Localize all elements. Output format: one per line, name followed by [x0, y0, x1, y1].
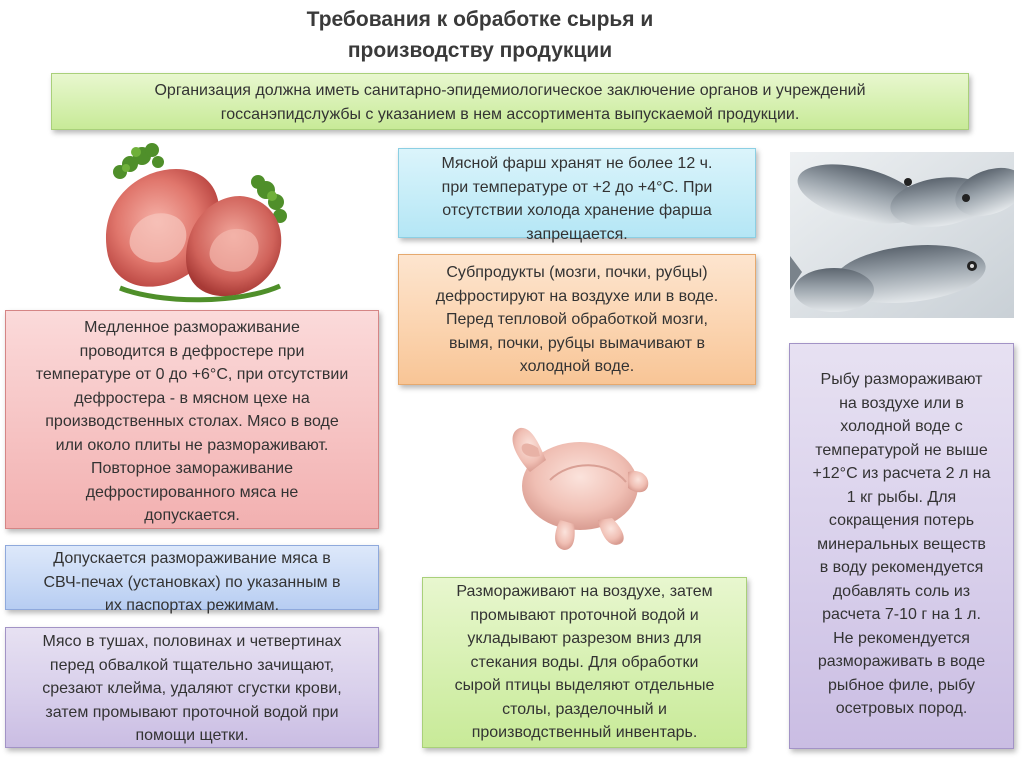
text-line: дефростируют на воздухе или в воде.: [435, 287, 719, 305]
text-line: Перед тепловой обработкой мозги,: [446, 311, 708, 328]
fish-thaw-box: [789, 343, 1014, 749]
slow-thaw-box: [5, 310, 379, 529]
text-line: на воздухе или в: [839, 394, 964, 412]
text-line: Мясной фарш хранят не более 12 ч.: [441, 155, 713, 172]
organization-requirement-box: [51, 73, 969, 130]
meat-photo: [90, 138, 300, 306]
text-line: промывают проточной водой и: [470, 606, 699, 624]
text-line: минеральных веществ: [817, 535, 986, 553]
text-line: Допускается размораживание мяса в: [53, 550, 331, 567]
text-line: перед обвалкой тщательно зачищают,: [49, 656, 335, 674]
carcass-box: [5, 627, 379, 748]
text-line: проводится в дефростере при: [79, 342, 305, 360]
text-line: +12°С из расчета 2 л на: [812, 465, 991, 482]
text-line: укладывают разрезом вниз для: [467, 630, 702, 647]
text-line: их паспортах режимам.: [104, 597, 280, 614]
text-line: столы, разделочный и: [502, 700, 667, 718]
title-line-1: Требования к обработке сырья и: [306, 8, 654, 31]
text-line: затем промывают проточной водой при: [45, 703, 339, 721]
text-line: холодной воде.: [519, 358, 635, 375]
text-line: запрещается.: [526, 225, 628, 243]
text-line: Размораживают на воздухе, затем: [456, 583, 713, 600]
text-line: температурой не выше: [815, 441, 988, 459]
text-line: осетровых пород.: [835, 700, 968, 717]
text-line: отсутствии холода хранение фарша: [442, 202, 712, 219]
text-line: срезают клейма, удаляют сгустки крови,: [42, 680, 342, 697]
chicken-photo: [490, 420, 660, 555]
text-line: производственных столах. Мясо в воде: [45, 413, 339, 430]
title-line-2: производству продукции: [347, 39, 613, 62]
text-line: дефростера - в мясном цехе на: [74, 389, 310, 407]
text-line: Медленное размораживание: [84, 319, 300, 336]
text-line: 1 кг рыбы. Для: [846, 488, 957, 506]
text-line: госсанэпидслужбы с указанием в нем ассортимента выпускаемой продукции.: [220, 105, 800, 123]
text-line: производственный инвентарь.: [471, 724, 698, 741]
microwave-box: [5, 545, 379, 614]
text-line: Организация должна иметь санитарно-эпидемиологическое заключение органов и учреждений: [154, 82, 866, 99]
text-line: Субпродукты (мозги, почки, рубцы): [446, 264, 708, 281]
text-line: сокращения потерь: [828, 512, 975, 529]
text-line: Повторное замораживание: [90, 460, 294, 477]
text-line: температуре от 0 до +6°С, при отсутствии: [35, 366, 349, 383]
text-line: расчета 7-10 г на 1 л.: [822, 606, 981, 623]
text-line: допускается.: [144, 507, 240, 524]
text-line: в воду рекомендуется: [819, 559, 984, 576]
text-line: стекания воды. Для обработки: [470, 653, 699, 671]
text-line: при температуре от +2 до +4°С. При: [441, 178, 713, 196]
text-line: размораживать в воде: [817, 653, 986, 670]
text-line: помощи щетки.: [135, 727, 249, 744]
poultry-box: [422, 577, 747, 748]
text-line: СВЧ-печах (установках) по указанным в: [43, 573, 341, 591]
text-line: вымя, почки, рубцы вымачивают в: [448, 334, 706, 352]
text-line: холодной воде с: [840, 418, 963, 435]
fish-photo: [790, 152, 1014, 318]
text-line: Не рекомендуется: [833, 629, 970, 647]
minced-meat-box: [398, 148, 756, 243]
text-line: сырой птицы выделяют отдельные: [454, 677, 715, 694]
page-title: [250, 4, 710, 66]
text-line: Рыбу размораживают: [820, 371, 983, 388]
text-line: Мясо в тушах, половинах и четвертинах: [42, 633, 342, 650]
text-line: добавлять соль из: [832, 582, 971, 600]
text-line: или около плиты не размораживают.: [55, 436, 329, 454]
offal-box: [398, 254, 756, 385]
text-line: дефростированного мяса не: [85, 483, 299, 501]
text-line: рыбное филе, рыбу: [827, 676, 976, 694]
